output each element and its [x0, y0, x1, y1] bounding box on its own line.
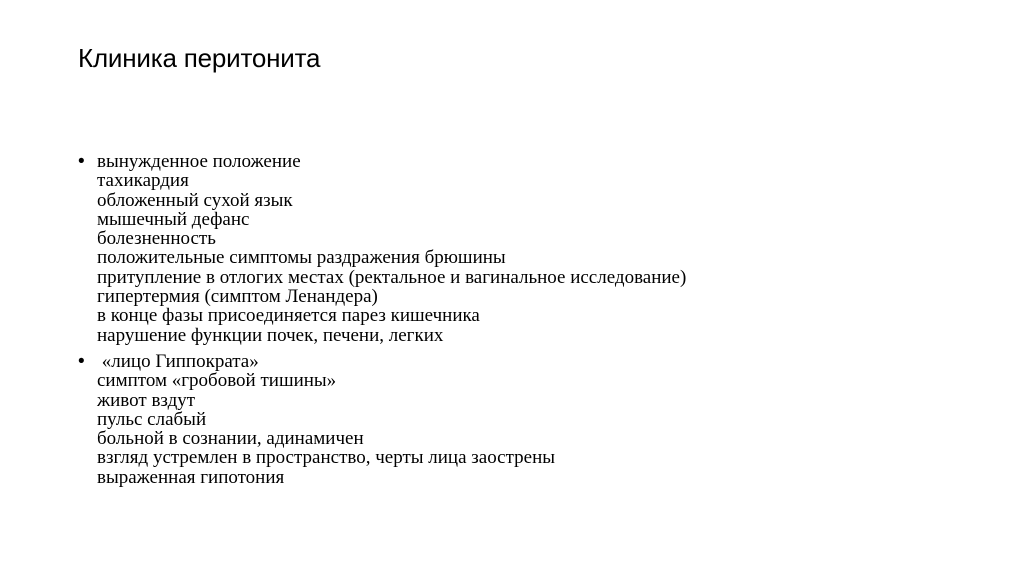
- page-title: Клиника перитонита: [78, 43, 321, 73]
- list-item: обложенный сухой язык: [97, 189, 293, 211]
- list-item: взгляд устремлен в пространство, черты лица заострены: [97, 447, 556, 469]
- list-item: выраженная гипотония: [97, 466, 285, 488]
- list-item: вынужденное положение: [97, 151, 301, 172]
- list-item: тахикардия: [97, 170, 189, 192]
- bullet-group-terminal-signs: [78, 352, 978, 487]
- list-item: нарушение функции почек, печени, легких: [97, 324, 444, 346]
- list-item: живот вздут: [97, 389, 196, 411]
- list-item: «лицо Гиппократа»: [97, 350, 259, 372]
- list-item: болезненность: [97, 228, 216, 250]
- list-item: гипертермия (симптом Ленандера): [97, 286, 378, 308]
- list-item: пульс слабый: [97, 408, 207, 430]
- list-item: притупление в отлогих местах (ректальное и вагинальное исследование): [97, 266, 687, 288]
- list-item: больной в сознании, адинамичен: [97, 428, 364, 450]
- bullet-icon: •: [78, 151, 85, 172]
- list-item: в конце фазы присоединяется парез кишечника: [97, 305, 480, 327]
- bullet-icon: •: [78, 350, 85, 372]
- list-item: положительные симптомы раздражения брюшины: [97, 247, 506, 269]
- bullet-group-clinical-signs: [78, 152, 978, 345]
- list-item: мышечный дефанс: [97, 208, 250, 230]
- list-item: симптом «гробовой тишины»: [97, 370, 337, 392]
- bullet-list: [78, 152, 978, 487]
